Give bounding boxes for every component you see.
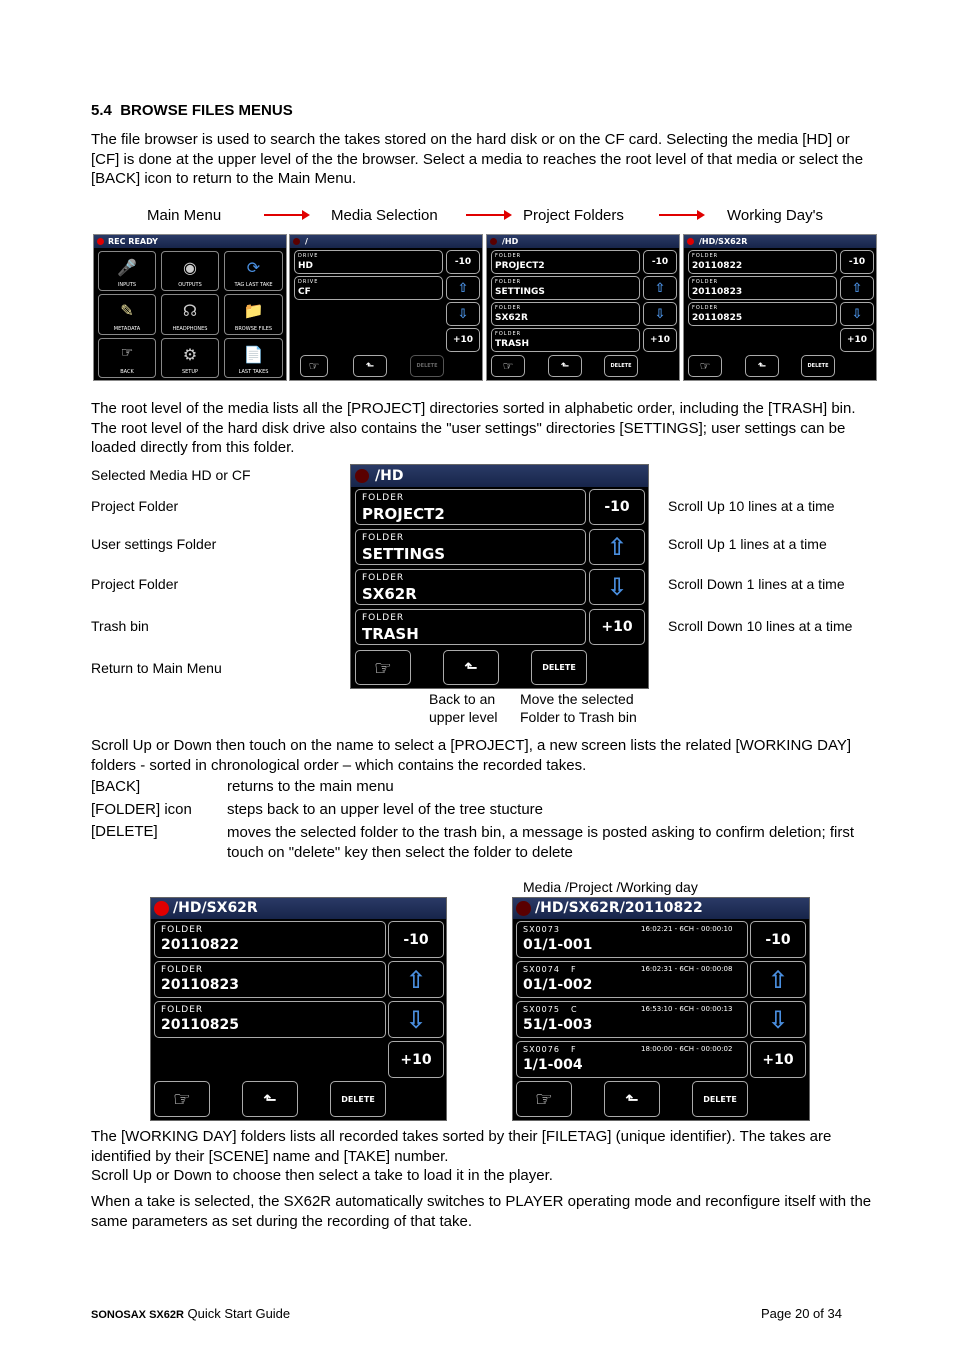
tile-outputs[interactable]: ◉ OUTPUTS — [161, 251, 219, 291]
record-dot-icon — [293, 238, 300, 245]
arrow-down-icon[interactable]: ⇩ — [589, 569, 645, 605]
annot-project-folder-2: Project Folder — [91, 576, 179, 592]
def-desc: returns to the main menu — [227, 778, 394, 795]
tile-metadata[interactable]: ✎ METADATA — [98, 294, 156, 335]
def-term: [DELETE] — [91, 823, 158, 840]
tile-last-takes[interactable]: 📄 LAST TAKES — [224, 338, 283, 378]
take-item[interactable]: SX0075 C 16:53:10 - 6CH - 00:00:13 51/1-003 — [516, 1001, 748, 1038]
flow-main-menu: Main Menu — [147, 207, 222, 224]
annot-back-upper — [429, 690, 498, 726]
scroll-down-10-button[interactable]: +10 — [643, 328, 677, 352]
scroll-up-10-button[interactable]: -10 — [750, 921, 806, 958]
folder-item[interactable]: FOLDER SX62R — [355, 569, 586, 605]
folder-up-icon[interactable]: ⬑ — [242, 1081, 298, 1117]
tile-tag-last-take[interactable]: ⟳ TAG LAST TAKE — [224, 251, 283, 291]
tile-inputs[interactable]: 🎤 INPUTS — [98, 251, 156, 291]
record-dot-icon — [490, 238, 497, 245]
annot-return-main: Return to Main Menu — [91, 660, 222, 676]
annot-scroll-down-1: Scroll Down 1 lines at a time — [668, 576, 845, 592]
folder-up-icon[interactable]: ⬑ — [604, 1081, 660, 1117]
annot-scroll-down-10: Scroll Down 10 lines at a time — [668, 618, 853, 634]
arrow-up-icon[interactable]: ⇧ — [589, 529, 645, 565]
annot-move-trash-line1: Move the selected — [520, 691, 634, 707]
screen-title: /HD — [351, 465, 648, 487]
folder-item[interactable]: FOLDER 20110822 — [154, 921, 386, 958]
scroll-up-10-button[interactable]: -10 — [589, 489, 645, 525]
scroll-down-10-button[interactable]: +10 — [750, 1041, 806, 1078]
arrow-up-icon[interactable]: ⇧ — [750, 961, 806, 998]
take-item[interactable]: SX0074 F 16:02:31 - 6CH - 00:00:08 01/1-002 — [516, 961, 748, 998]
annotated-project-screen — [350, 464, 649, 689]
folder-up-icon[interactable]: ⬑ — [548, 355, 582, 377]
paragraph-root-level: The root level of the media lists all the [PROJECT] directories sorted in alphabetic order, including the [TRASH] bin. The root level of the hard disk drive also contains the "user settings" directories [SETTINGS]; user settings can be loaded directly from this folder. — [91, 400, 856, 456]
scroll-up-10-button[interactable]: -10 — [840, 250, 874, 274]
record-dot-icon — [154, 901, 169, 916]
path-caption: Media /Project /Working day — [523, 879, 698, 895]
flow-arrow-icon — [659, 214, 699, 216]
def-term: [FOLDER] icon — [91, 801, 192, 818]
back-hand-icon[interactable]: ☞ — [355, 650, 411, 685]
annot-move-trash-line2: Folder to Trash bin — [520, 709, 637, 725]
folder-item[interactable]: FOLDER 20110823 — [688, 276, 837, 300]
annot-user-settings: User settings Folder — [91, 536, 217, 552]
annot-trash-bin: Trash bin — [91, 618, 149, 634]
scroll-down-10-button[interactable]: +10 — [388, 1041, 444, 1078]
working-days-screen — [683, 234, 877, 381]
delete-button[interactable]: DELETE — [604, 355, 638, 377]
scroll-down-10-button[interactable]: +10 — [446, 328, 480, 352]
flow-working-days: Working Day's — [727, 207, 823, 224]
footer-brand: SONOSAX SX62R — [91, 1309, 184, 1321]
delete-button[interactable]: DELETE — [801, 355, 835, 377]
folder-item[interactable]: FOLDER SX62R — [491, 302, 640, 326]
section-number: 5.4 — [91, 102, 112, 119]
record-dot-icon — [97, 238, 104, 245]
arrow-down-icon[interactable]: ⇩ — [840, 302, 874, 326]
record-dot-icon — [355, 469, 369, 483]
folder-up-icon[interactable]: ⬑ — [745, 355, 779, 377]
flow-project-folders: Project Folders — [523, 207, 624, 224]
footer-left — [91, 1306, 290, 1321]
footer-page-number: Page 20 of 34 — [761, 1306, 842, 1321]
annot-selected-media: Selected Media HD or CF — [91, 467, 251, 483]
scroll-down-10-button[interactable]: +10 — [840, 328, 874, 352]
arrow-down-icon[interactable]: ⇩ — [388, 1001, 444, 1038]
flow-arrow-icon — [466, 214, 506, 216]
footer-guide: Quick Start Guide — [187, 1306, 291, 1321]
flow-media-selection: Media Selection — [331, 207, 438, 224]
annot-scroll-up-10: Scroll Up 10 lines at a time — [668, 498, 835, 514]
folder-up-icon[interactable]: ⬑ — [443, 650, 499, 685]
record-dot-icon — [687, 238, 694, 245]
folder-item[interactable]: FOLDER 20110822 — [688, 250, 837, 274]
project-folders-screen — [486, 234, 680, 381]
screen-title: /HD — [487, 235, 679, 248]
tile-back[interactable]: ☞ BACK — [98, 338, 156, 378]
section-heading — [91, 102, 293, 119]
back-hand-icon[interactable]: ☞ — [491, 355, 525, 377]
annot-move-trash — [520, 690, 637, 726]
folder-item[interactable]: FOLDER 20110823 — [154, 961, 386, 998]
folder-item[interactable]: FOLDER SETTINGS — [491, 276, 640, 300]
screen-title: REC READY — [94, 235, 286, 248]
main-menu-screen — [93, 234, 287, 381]
arrow-down-icon[interactable]: ⇩ — [643, 302, 677, 326]
annot-scroll-up-1: Scroll Up 1 lines at a time — [668, 536, 827, 552]
section-title: BROWSE FILES MENUS — [120, 102, 293, 119]
delete-button[interactable]: DELETE — [410, 355, 444, 377]
annot-back-upper-line1: Back to an — [429, 691, 496, 707]
delete-button[interactable]: DELETE — [692, 1081, 748, 1117]
back-hand-icon[interactable]: ☞ — [300, 355, 328, 377]
arrow-up-icon[interactable]: ⇧ — [388, 961, 444, 998]
tile-setup[interactable]: ⚙ SETUP — [161, 338, 219, 378]
paragraph-scroll: Scroll Up or Down then touch on the name to select a [PROJECT], a new screen lists the related [WORKING DAY] folders - sorted in chronological order – which contains the recorded takes. — [91, 737, 852, 774]
screen-title: / — [290, 235, 482, 248]
arrow-up-icon[interactable]: ⇧ — [643, 276, 677, 300]
delete-button[interactable]: DELETE — [531, 650, 587, 685]
folder-item[interactable]: FOLDER PROJECT2 — [355, 489, 586, 525]
folder-item[interactable]: FOLDER TRASH — [355, 609, 586, 645]
working-days-large-screen — [150, 897, 447, 1121]
record-dot-icon — [516, 901, 531, 916]
scroll-down-10-button[interactable]: +10 — [589, 609, 645, 645]
tile-browse-files[interactable]: 📁 BROWSE FILES — [224, 294, 283, 335]
back-hand-icon[interactable]: ☞ — [688, 355, 722, 377]
arrow-down-icon[interactable]: ⇩ — [750, 1001, 806, 1038]
screen-title: /HD/SX62R — [684, 235, 876, 248]
screen-title: /HD/SX62R — [151, 898, 446, 919]
paragraph-working-day: The [WORKING DAY] folders lists all recorded takes sorted by their [FILETAG] (unique identifier). The takes are identified by their [SCENE] name and [TAKE] number. — [91, 1128, 832, 1165]
screen-title: /HD/SX62R/20110822 — [513, 898, 809, 919]
scroll-up-10-button[interactable]: -10 — [388, 921, 444, 958]
take-item[interactable]: SX0076 F 18:00:00 - 6CH - 00:00:02 1/1-004 — [516, 1041, 748, 1078]
annot-project-folder: Project Folder — [91, 498, 179, 514]
folder-item[interactable]: FOLDER 20110825 — [154, 1001, 386, 1038]
folder-item[interactable]: FOLDER PROJECT2 — [491, 250, 640, 274]
drive-item[interactable]: DRIVE HD — [294, 250, 443, 274]
flow-arrow-icon — [264, 214, 304, 216]
def-desc: moves the selected folder to the trash bin, a message is posted asking to confirm deletion; first touch on "delete" key then select the folder to delete — [227, 824, 854, 861]
paragraph-player-mode: When a take is selected, the SX62R automatically switches to PLAYER operating mode and reconfigure itself with the same parameters as set during the recording of that take. — [91, 1193, 872, 1230]
scroll-up-10-button[interactable]: -10 — [643, 250, 677, 274]
def-desc: steps back to an upper level of the tree stucture — [227, 801, 544, 818]
folder-item[interactable]: FOLDER 20110825 — [688, 302, 837, 326]
tile-headphones[interactable]: ☊ HEADPHONES — [161, 294, 219, 335]
back-hand-icon[interactable]: ☞ — [154, 1081, 210, 1117]
arrow-up-icon[interactable]: ⇧ — [446, 276, 480, 300]
drive-item[interactable]: DRIVE CF — [294, 276, 443, 300]
take-item[interactable]: SX0073 16:02:21 - 6CH - 00:00:10 01/1-001 — [516, 921, 748, 958]
folder-up-icon[interactable]: ⬑ — [353, 355, 387, 377]
arrow-down-icon[interactable]: ⇩ — [446, 302, 480, 326]
takes-screen — [512, 897, 810, 1121]
delete-button[interactable]: DELETE — [330, 1081, 386, 1117]
intro-paragraph: The file browser is used to search the takes stored on the hard disk or on the CF card. Selecting the media [HD] or [CF] is done at the upper level of the the browser. Select a media to reaches the root level of that media or select the [BACK] icon to return to the Main Menu. — [91, 131, 864, 187]
def-term: [BACK] — [91, 778, 141, 795]
media-selection-screen — [289, 234, 483, 381]
folder-item[interactable]: FOLDER SETTINGS — [355, 529, 586, 565]
arrow-up-icon[interactable]: ⇧ — [840, 276, 874, 300]
back-hand-icon[interactable]: ☞ — [516, 1081, 572, 1117]
annot-back-upper-line2: upper level — [429, 709, 498, 725]
scroll-up-10-button[interactable]: -10 — [446, 250, 480, 274]
paragraph-choose-take: Scroll Up or Down to choose then select a take to load it in the player. — [91, 1167, 553, 1184]
folder-item[interactable]: FOLDER TRASH — [491, 328, 640, 352]
